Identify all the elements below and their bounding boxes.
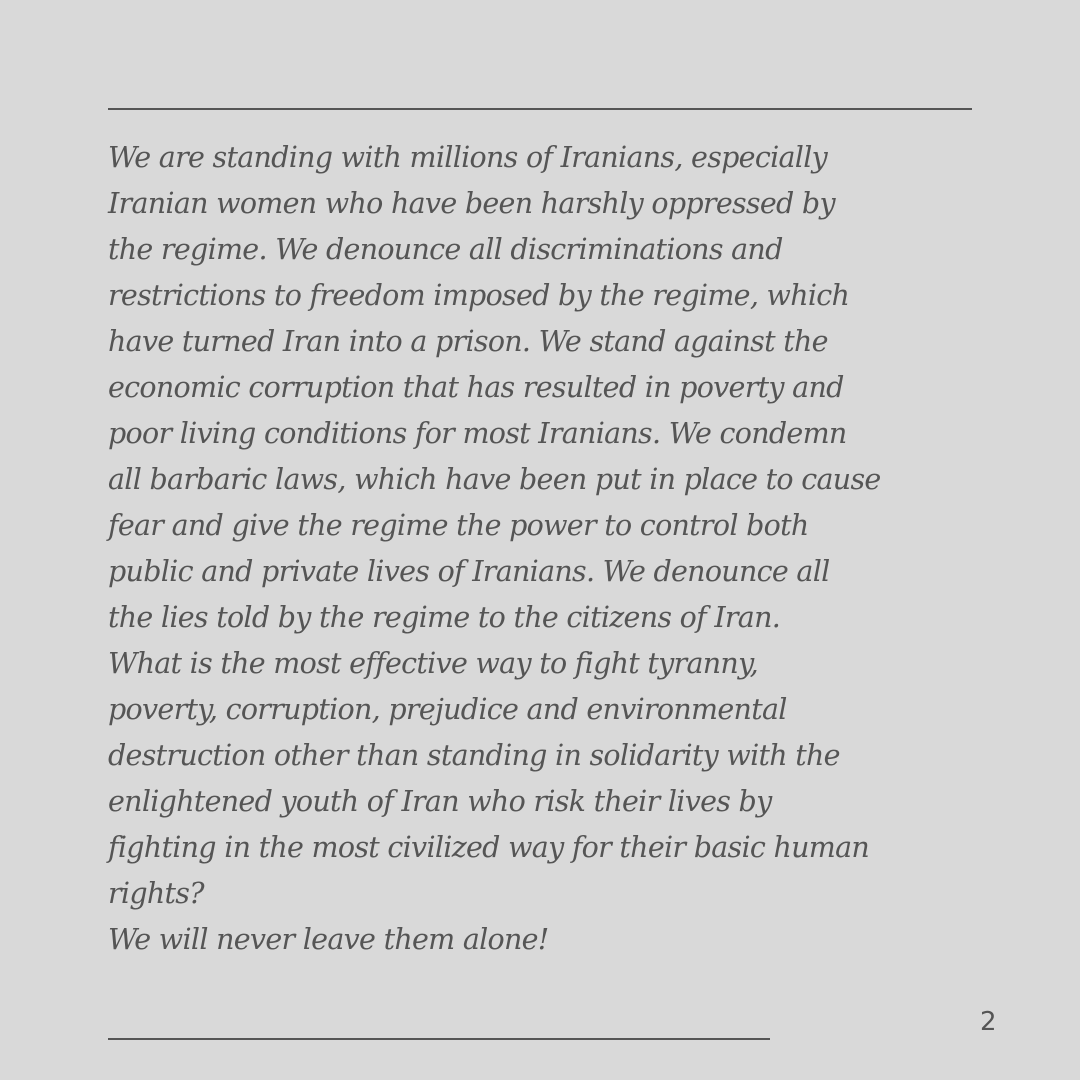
statement-line: destruction other than standing in solidarity with the	[108, 739, 840, 772]
page-number: 2	[980, 1007, 997, 1037]
statement-line: rights?	[108, 877, 204, 910]
statement-line: Iranian women who have been harshly oppressed by	[108, 187, 835, 220]
statement-line: We will never leave them alone!	[108, 923, 549, 956]
bottom-divider	[108, 1038, 770, 1040]
statement-line: fear and give the regime the power to control both	[108, 509, 809, 542]
top-divider	[108, 108, 972, 110]
statement-line: public and private lives of Iranians. We denounce all	[108, 555, 830, 588]
statement-line: poor living conditions for most Iranians. We condemn	[108, 417, 847, 450]
statement-line: economic corruption that has resulted in poverty and	[108, 371, 844, 404]
statement-line: have turned Iran into a prison. We stand against the	[108, 325, 828, 358]
statement-line: What is the most effective way to fight tyranny,	[108, 647, 759, 680]
statement-line: We are standing with millions of Iranians, especially	[108, 141, 828, 174]
statement-line: enlightened youth of Iran who risk their lives by	[108, 785, 772, 818]
statement-line: poverty, corruption, prejudice and environmental	[108, 693, 787, 726]
solidarity-statement	[108, 135, 978, 963]
statement-line: all barbaric laws, which have been put in place to cause	[108, 463, 881, 496]
statement-line: restrictions to freedom imposed by the regime, which	[108, 279, 850, 312]
statement-line: fighting in the most civilized way for their basic human	[108, 831, 870, 864]
statement-line: the regime. We denounce all discriminations and	[108, 233, 783, 266]
statement-line: the lies told by the regime to the citizens of Iran.	[108, 601, 781, 634]
